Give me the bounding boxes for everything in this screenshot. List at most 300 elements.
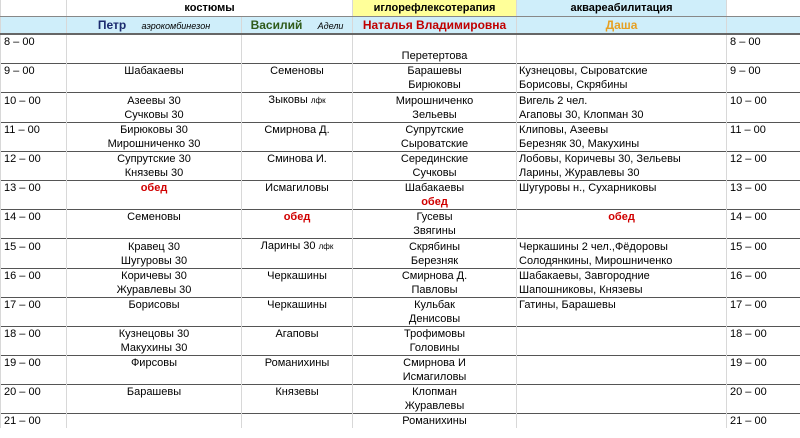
- aqua-cell: [517, 312, 727, 327]
- petr-cell: [67, 93, 242, 109]
- time-cell-right-text: 16 – 00: [730, 270, 767, 282]
- time-cell-right: [727, 210, 800, 225]
- time-cell-text: 13 – 00: [4, 182, 41, 194]
- natalia-cell-text: Исмагиловы: [402, 371, 467, 383]
- staff-vasily-note: Адели: [317, 20, 344, 31]
- aqua-cell-text: Черкашины 2 чел.,Фёдоровы: [519, 240, 668, 253]
- aqua-cell-text: Агаповы 30, Клопман 30: [519, 109, 644, 121]
- time-cell-right: [727, 269, 800, 284]
- aqua-cell-text: Борисовы, Скрябины: [519, 79, 628, 91]
- time-cell-right: [727, 49, 800, 64]
- time-cell-text: 10 – 00: [4, 94, 41, 107]
- vasily-cell: [242, 224, 353, 239]
- staff-petr-note: аэрокомбинезон: [141, 20, 211, 31]
- table-row: [1, 356, 800, 371]
- time-cell: [1, 49, 67, 64]
- aqua-cell: [517, 166, 727, 181]
- time-cell-right-text: 13 – 00: [730, 182, 767, 194]
- vasily-cell: [242, 341, 353, 356]
- time-cell-right: [727, 78, 800, 93]
- natalia-cell-text: Мирошниченко: [395, 94, 474, 107]
- natalia-cell: [353, 269, 517, 284]
- natalia-cell-text: Кульбак: [414, 299, 455, 311]
- natalia-cell: [353, 239, 517, 255]
- staff-time-blank-right: [727, 17, 800, 35]
- time-cell: [1, 414, 67, 429]
- natalia-cell: [353, 414, 517, 429]
- natalia-cell-text: Сучковы: [412, 167, 457, 179]
- time-cell: [1, 312, 67, 327]
- table-row: [1, 341, 800, 356]
- petr-cell-text: Азеевы 30: [127, 94, 181, 107]
- natalia-cell-text: Павловы: [411, 284, 458, 296]
- table-row: [1, 34, 800, 49]
- vasily-cell: [242, 327, 353, 342]
- group-aqua: аквареабилитация: [517, 0, 727, 17]
- time-cell-text: 21 – 00: [4, 415, 41, 427]
- petr-cell-text: Борисовы: [128, 299, 180, 311]
- time-cell-right: [727, 327, 800, 342]
- aqua-cell-text: Шапошниковы, Князевы: [519, 284, 643, 296]
- vasily-cell: [242, 385, 353, 400]
- petr-cell: [67, 239, 242, 255]
- time-cell: [1, 327, 67, 342]
- petr-cell: [67, 34, 242, 49]
- time-cell-right-text: 10 – 00: [730, 94, 767, 107]
- time-cell-text: 18 – 00: [4, 328, 41, 340]
- aqua-cell: [517, 181, 727, 196]
- petr-cell-text: Журавлевы 30: [116, 284, 192, 296]
- staff-time-blank: [1, 17, 67, 35]
- time-cell-right-text: 8 – 00: [730, 36, 761, 48]
- table-row: [1, 137, 800, 152]
- petr-cell: [67, 327, 242, 342]
- petr-cell: [67, 385, 242, 400]
- vasily-cell-text: Смирнова Д.: [264, 124, 330, 136]
- natalia-cell-text: Смирнова И: [403, 357, 466, 369]
- time-cell: [1, 298, 67, 313]
- time-cell: [1, 385, 67, 400]
- vasily-cell-text: Агаповы: [275, 328, 319, 340]
- vasily-cell: [242, 64, 353, 79]
- petr-cell: [67, 399, 242, 414]
- table-row: [1, 327, 800, 342]
- staff-dasha-name: Даша: [605, 17, 638, 32]
- aqua-cell: [517, 49, 727, 64]
- petr-cell: [67, 123, 242, 138]
- petr-cell: [67, 49, 242, 64]
- time-cell-right-text: 19 – 00: [730, 357, 767, 369]
- vasily-cell: [242, 166, 353, 181]
- header-staff-row: [1, 17, 800, 35]
- staff-natalia: [353, 17, 517, 35]
- natalia-cell: [353, 283, 517, 298]
- table-row: [1, 399, 800, 414]
- natalia-cell-text: Шабакаевы: [404, 182, 465, 194]
- natalia-cell: [353, 181, 517, 196]
- table-row: [1, 283, 800, 298]
- time-cell-right: [727, 224, 800, 239]
- time-cell-right: [727, 283, 800, 298]
- petr-cell: [67, 254, 242, 269]
- group-acupuncture: иглорефлексотерапия: [353, 0, 517, 17]
- aqua-cell: [517, 195, 727, 210]
- time-cell-right: [727, 399, 800, 414]
- time-cell-right: [727, 166, 800, 181]
- petr-cell: [67, 78, 242, 93]
- table-row: [1, 312, 800, 327]
- time-cell-right: [727, 254, 800, 269]
- natalia-cell-text: обед: [421, 196, 448, 208]
- time-cell: [1, 64, 67, 79]
- aqua-cell: [517, 137, 727, 152]
- petr-cell: [67, 370, 242, 385]
- petr-cell-text: Коричевы 30: [121, 270, 187, 282]
- corner-cell-right: [727, 0, 800, 17]
- aqua-cell: [517, 152, 727, 167]
- time-cell-right: [727, 152, 800, 167]
- aqua-cell: [517, 93, 727, 109]
- natalia-cell-text: Денисовы: [408, 313, 461, 325]
- aqua-cell: [517, 224, 727, 239]
- vasily-cell: [242, 254, 353, 269]
- natalia-cell: [353, 254, 517, 269]
- natalia-cell-text: Зельевы: [412, 109, 457, 121]
- natalia-cell-text: Смирнова Д.: [401, 270, 468, 282]
- corner-cell: [1, 0, 67, 17]
- time-cell: [1, 34, 67, 49]
- aqua-cell: [517, 210, 727, 225]
- petr-cell: [67, 195, 242, 210]
- time-cell-right: [727, 195, 800, 210]
- table-row: [1, 93, 800, 109]
- time-cell-right-text: 17 – 00: [730, 299, 767, 311]
- petr-cell: [67, 152, 242, 167]
- natalia-cell: [353, 370, 517, 385]
- table-row: [1, 64, 800, 79]
- time-cell-right: [727, 298, 800, 313]
- natalia-cell: [353, 78, 517, 93]
- vasily-cell: [242, 137, 353, 152]
- time-cell: [1, 399, 67, 414]
- vasily-cell: [242, 370, 353, 385]
- aqua-cell: [517, 254, 727, 269]
- table-row: [1, 181, 800, 196]
- aqua-cell: [517, 298, 727, 313]
- natalia-cell-text: Клопман: [412, 386, 457, 398]
- time-cell-right-text: 18 – 00: [730, 328, 767, 340]
- table-row: [1, 298, 800, 313]
- vasily-cell: [242, 399, 353, 414]
- staff-dasha: [517, 17, 727, 35]
- time-cell: [1, 78, 67, 93]
- natalia-cell: [353, 123, 517, 138]
- table-row: [1, 239, 800, 255]
- time-cell-right: [727, 341, 800, 356]
- time-cell-right: [727, 181, 800, 196]
- petr-cell: [67, 414, 242, 429]
- time-cell-text: 11 – 00: [4, 124, 40, 136]
- petr-cell: [67, 137, 242, 152]
- time-cell: [1, 254, 67, 269]
- time-cell: [1, 239, 67, 255]
- petr-cell-text: Барашевы: [126, 386, 182, 398]
- staff-petr: [67, 17, 242, 35]
- table-row: [1, 254, 800, 269]
- aqua-cell: [517, 78, 727, 93]
- natalia-cell-text: Скрябины: [408, 240, 461, 253]
- table-row: [1, 166, 800, 181]
- time-cell: [1, 181, 67, 196]
- time-cell-right-text: 12 – 00: [730, 153, 767, 165]
- petr-cell: [67, 298, 242, 313]
- natalia-cell: [353, 64, 517, 79]
- vasily-cell: [242, 283, 353, 298]
- petr-cell-text: Шугуровы 30: [120, 255, 188, 267]
- time-cell-text: 14 – 00: [4, 211, 41, 223]
- aqua-cell: [517, 399, 727, 414]
- aqua-cell-text: Гатины, Барашевы: [519, 299, 616, 311]
- vasily-cell: [242, 49, 353, 64]
- vasily-cell: [242, 210, 353, 225]
- table-row: [1, 108, 800, 123]
- aqua-cell-text: Шугуровы н., Сухарниковы: [519, 182, 657, 194]
- table-row: [1, 78, 800, 93]
- table-row: [1, 49, 800, 64]
- vasily-cell: [242, 34, 353, 49]
- staff-vasily: [242, 17, 353, 35]
- natalia-cell: [353, 341, 517, 356]
- time-cell-right: [727, 108, 800, 123]
- time-cell: [1, 93, 67, 109]
- time-cell: [1, 224, 67, 239]
- vasily-cell: [242, 108, 353, 123]
- table-row: [1, 370, 800, 385]
- aqua-cell: [517, 356, 727, 371]
- vasily-cell-text: Семеновы: [270, 65, 324, 77]
- natalia-cell-text: Барашевы: [407, 65, 462, 77]
- natalia-cell: [353, 399, 517, 414]
- time-cell-right: [727, 385, 800, 400]
- natalia-cell-text: Березняк: [410, 255, 459, 267]
- natalia-cell: [353, 137, 517, 152]
- petr-cell: [67, 108, 242, 123]
- petr-cell: [67, 356, 242, 371]
- natalia-cell-text: Трофимовы: [404, 328, 465, 340]
- time-cell-right-text: 20 – 00: [730, 386, 767, 398]
- natalia-cell: [353, 385, 517, 400]
- vasily-cell: [242, 269, 353, 284]
- vasily-cell: [242, 123, 353, 138]
- aqua-cell: [517, 327, 727, 342]
- time-cell-right: [727, 370, 800, 385]
- vasily-cell: [242, 356, 353, 371]
- petr-cell: [67, 64, 242, 79]
- time-cell-right-text: 9 – 00: [730, 65, 761, 77]
- vasily-cell-text: Зыковы: [268, 94, 308, 106]
- petr-cell: [67, 210, 242, 225]
- natalia-cell: [353, 152, 517, 167]
- aqua-cell-text: Шабакаевы, Завгородние: [519, 270, 650, 282]
- table-row: [1, 152, 800, 167]
- time-cell-right: [727, 137, 800, 152]
- natalia-cell: [353, 312, 517, 327]
- table-row: [1, 414, 800, 429]
- vasily-cell-text: Черкашины: [267, 299, 327, 311]
- natalia-cell: [353, 356, 517, 371]
- natalia-cell: [353, 210, 517, 225]
- petr-cell: [67, 283, 242, 298]
- vasily-cell-text: Черкашины: [267, 270, 327, 282]
- petr-cell-text: Макухины 30: [120, 342, 188, 354]
- natalia-cell-text: Супрутские: [405, 124, 464, 136]
- time-cell-text: 15 – 00: [4, 240, 41, 253]
- time-cell-right: [727, 123, 800, 138]
- petr-cell: [67, 269, 242, 284]
- aqua-cell-text: Кузнецовы, Сыроватские: [519, 65, 648, 77]
- table-row: [1, 269, 800, 284]
- staff-petr-name: Петр: [97, 17, 127, 32]
- natalia-cell-text: Бирюковы: [408, 79, 461, 91]
- time-cell: [1, 195, 67, 210]
- time-cell-text: 8 – 00: [4, 36, 35, 48]
- aqua-cell: [517, 370, 727, 385]
- natalia-cell: [353, 49, 517, 64]
- time-cell: [1, 152, 67, 167]
- staff-natalia-name: Наталья Владимировна: [362, 17, 507, 32]
- vasily-cell-text: Исмагиловы: [265, 182, 329, 194]
- vasily-cell: [242, 239, 353, 255]
- vasily-cell-text: обед: [283, 211, 311, 223]
- natalia-cell: [353, 298, 517, 313]
- aqua-cell-text: Березняк 30, Макухины: [519, 138, 640, 150]
- time-cell-right: [727, 414, 800, 429]
- time-cell-right: [727, 64, 800, 79]
- table-row: [1, 385, 800, 400]
- petr-cell: [67, 312, 242, 327]
- vasily-cell-text: Ларины 30: [260, 240, 316, 252]
- aqua-cell-text: Лобовы, Коричевы 30, Зельевы: [519, 153, 681, 165]
- time-cell: [1, 269, 67, 284]
- time-cell: [1, 210, 67, 225]
- vasily-cell: [242, 312, 353, 327]
- natalia-cell-text: Романихины: [402, 415, 467, 427]
- table-row: [1, 224, 800, 239]
- lfk-tag: лфк: [318, 242, 334, 251]
- aqua-cell-text: Вигель 2 чел.: [519, 94, 588, 107]
- time-cell-text: 20 – 00: [4, 386, 41, 398]
- aqua-cell: [517, 385, 727, 400]
- time-cell: [1, 283, 67, 298]
- time-cell-right-text: 15 – 00: [730, 240, 767, 253]
- petr-cell-text: Фирсовы: [130, 357, 178, 369]
- aqua-cell: [517, 34, 727, 49]
- time-cell: [1, 370, 67, 385]
- aqua-cell-text: Клиповы, Азеевы: [519, 124, 609, 136]
- time-cell-right-text: 14 – 00: [730, 211, 767, 223]
- time-cell: [1, 356, 67, 371]
- time-cell-right: [727, 34, 800, 49]
- vasily-cell: [242, 152, 353, 167]
- time-cell-text: 9 – 00: [4, 65, 35, 77]
- vasily-cell: [242, 298, 353, 313]
- natalia-cell: [353, 108, 517, 123]
- petr-cell-text: Семеновы: [127, 211, 181, 223]
- aqua-cell: [517, 414, 727, 429]
- petr-cell-text: Мирошниченко 30: [107, 138, 201, 150]
- petr-cell-text: Бирюковы 30: [120, 124, 188, 136]
- time-cell-right: [727, 93, 800, 109]
- vasily-cell: [242, 195, 353, 210]
- natalia-cell: [353, 224, 517, 239]
- aqua-cell: [517, 108, 727, 123]
- petr-cell-text: обед: [140, 182, 168, 194]
- aqua-cell: [517, 341, 727, 356]
- natalia-cell-text: Звягины: [413, 225, 456, 237]
- aqua-cell: [517, 239, 727, 255]
- natalia-cell-text: Перетертова: [401, 50, 468, 62]
- time-cell-text: 16 – 00: [4, 270, 41, 282]
- time-cell-right: [727, 239, 800, 255]
- vasily-cell: [242, 414, 353, 429]
- group-costumes: костюмы: [67, 0, 353, 17]
- vasily-cell-text: Сминова И.: [267, 153, 327, 165]
- time-cell-text: 17 – 00: [4, 299, 41, 311]
- natalia-cell-text: Журавлевы: [404, 400, 465, 412]
- aqua-cell-text: Ларины, Журавлевы 30: [519, 167, 640, 179]
- natalia-cell: [353, 34, 517, 49]
- table-row: [1, 123, 800, 138]
- time-cell-right-text: 21 – 00: [730, 415, 767, 427]
- time-cell-right-text: 11 – 00: [730, 124, 766, 136]
- time-cell-right: [727, 312, 800, 327]
- time-cell: [1, 123, 67, 138]
- time-cell-right: [727, 356, 800, 371]
- vasily-cell: [242, 93, 353, 109]
- natalia-cell: [353, 93, 517, 109]
- petr-cell-text: Супрутские 30: [117, 153, 191, 165]
- petr-cell-text: Сучковы 30: [124, 109, 184, 121]
- aqua-cell: [517, 64, 727, 79]
- time-cell: [1, 137, 67, 152]
- petr-cell-text: Кузнецовы 30: [118, 328, 190, 340]
- vasily-cell: [242, 78, 353, 93]
- aqua-cell-text: обед: [608, 211, 635, 223]
- aqua-cell-text: Солодянкины, Мирошниченко: [519, 255, 673, 267]
- natalia-cell-text: Гусевы: [416, 211, 453, 223]
- vasily-cell-text: Князевы: [275, 386, 319, 398]
- header-groups-row: [1, 0, 800, 17]
- natalia-cell: [353, 327, 517, 342]
- table-row: [1, 195, 800, 210]
- time-cell: [1, 341, 67, 356]
- lfk-tag: лфк: [310, 96, 326, 105]
- natalia-cell-text: Сыроватские: [400, 138, 469, 150]
- natalia-cell-text: Головины: [409, 342, 460, 354]
- vasily-cell-text: Романихины: [264, 357, 330, 369]
- aqua-cell: [517, 283, 727, 298]
- petr-cell-text: Князевы 30: [124, 167, 184, 179]
- natalia-cell: [353, 195, 517, 210]
- time-cell-text: 19 – 00: [4, 357, 41, 369]
- natalia-cell-text: Серединские: [400, 153, 469, 165]
- petr-cell: [67, 181, 242, 196]
- petr-cell: [67, 224, 242, 239]
- time-cell: [1, 108, 67, 123]
- vasily-cell: [242, 181, 353, 196]
- petr-cell: [67, 341, 242, 356]
- staff-vasily-name: Василий: [250, 17, 303, 32]
